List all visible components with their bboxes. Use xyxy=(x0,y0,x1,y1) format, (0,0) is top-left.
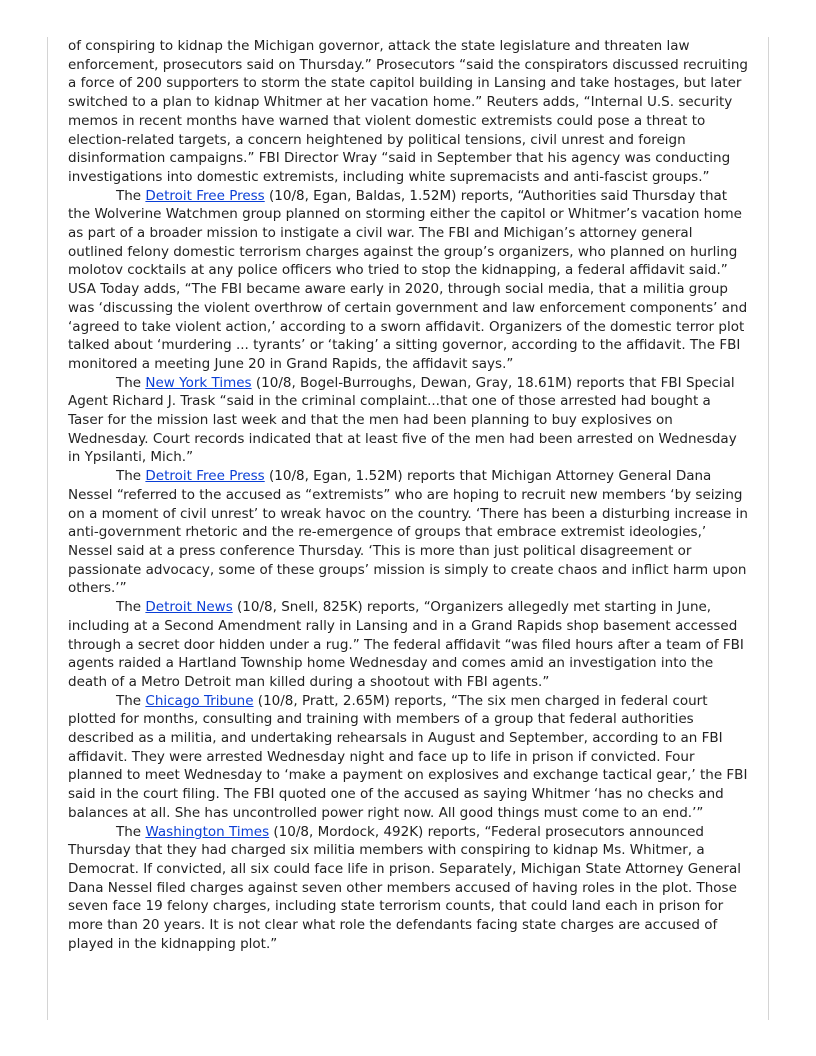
source-link-detroit-news[interactable]: Detroit News xyxy=(145,599,233,616)
paragraph-continuation xyxy=(68,37,748,187)
paragraph-detroit-news xyxy=(68,598,748,692)
page-border-left xyxy=(47,37,48,1020)
paragraph-new-york-times xyxy=(68,374,748,468)
source-link-detroit-free-press[interactable]: Detroit Free Press xyxy=(145,187,265,204)
paragraph-lead: The xyxy=(116,599,146,616)
paragraph-text: (10/8, Bogel-Burroughs, Dewan, Gray, 18.61M) reports that FBI Special Agent Richard J. Trask “said in the criminal complaint...that one of those arrested had bought a Taser for the mission last week and that the men had been planning to buy explosives on Wednesday. Court records indicated that at least five of the men had been arrested on Wednesday in Ypsilanti, Mich.” xyxy=(68,374,737,466)
paragraph-text: (10/8, Mordock, 492K) reports, “Federal prosecutors announced Thursday that they had charged six militia members with conspiring to kidnap Ms. Whitmer, a Democrat. If convicted, all six could face life in prison. Separately, Michigan State Attorney General Dana Nessel filed charges against seven other members accused of having roles in the plot. Those seven face 19 felony charges, including state terrorism counts, that could land each in prison for more than 20 years. It is not clear what role the defendants facing state charges are accused of played in the kidnapping plot.” xyxy=(68,823,741,952)
document-body xyxy=(68,37,748,953)
paragraph-lead: The xyxy=(116,187,146,204)
source-link-chicago-tribune[interactable]: Chicago Tribune xyxy=(145,692,254,709)
paragraph-lead: The xyxy=(116,692,146,709)
paragraph-detroit-free-press xyxy=(68,187,748,374)
paragraph-detroit-free-press-2 xyxy=(68,467,748,598)
source-link-washington-times[interactable]: Washington Times xyxy=(145,823,270,840)
paragraph-text: (10/8, Egan, 1.52M) reports that Michigan Attorney General Dana Nessel “referred to the accused as “extremists” who are hoping to recruit new members ‘by seizing on a moment of civil unrest’ to wreak havoc on the country. ‘There has been a disturbing increase in anti-government rhetoric and the re-emergence of groups that embrace extremist ideologies,’ Nessel said at a press conference Thursday. ‘This is more than just political disagreement or passionate advocacy, some of these groups’ mission is simply to create chaos and inflict harm upon others.’” xyxy=(68,468,748,597)
paragraph-text: of conspiring to kidnap the Michigan governor, attack the state legislature and threaten law enforcement, prosecutors said on Thursday.” Prosecutors “said the conspirators discussed recruiting a force of 200 supporters to storm the state capitol building in Lansing and take hostages, but later switched to a plan to kidnap Whitmer at her vacation home.” Reuters adds, “Internal U.S. security memos in recent months have warned that violent domestic extremists could pose a threat to election-related targets, a concern heightened by political tensions, civil unrest and foreign disinformation campaigns.” FBI Director Wray “said in September that his agency was conducting investigations into domestic extremists, including white supremacists and anti-fascist groups.” xyxy=(68,38,748,185)
source-link-detroit-free-press-2[interactable]: Detroit Free Press xyxy=(145,468,265,485)
paragraph-text: (10/8, Pratt, 2.65M) reports, “The six men charged in federal court plotted for months, consulting and training with members of a group that federal authorities described as a militia, and undertaking rehearsals in August and September, according to an FBI affidavit. They were arrested Wednesday night and face up to life in prison if convicted. Four planned to meet Wednesday to ‘make a payment on explosives and exchange tactical gear,’ the FBI said in the court filing. The FBI quoted one of the accused as saying Whitmer ‘has no checks and balances at all. She has uncontrolled power right now. All good things must come to an end.’” xyxy=(68,692,748,821)
paragraph-lead: The xyxy=(116,374,146,391)
paragraph-lead: The xyxy=(116,823,146,840)
paragraph-lead: The xyxy=(116,468,146,485)
paragraph-chicago-tribune xyxy=(68,692,748,823)
page-border-right xyxy=(768,37,769,1020)
paragraph-text: (10/8, Snell, 825K) reports, “Organizers allegedly met starting in June, including at a Second Amendment rally in Lansing and in a Grand Rapids shop basement accessed through a secret door hidden under a rug.” The federal affidavit “was filed hours after a team of FBI agents raided a Hartland Township home Wednesday and comes amid an investigation into the death of a Metro Detroit man killed during a shootout with FBI agents.” xyxy=(68,599,744,690)
paragraph-washington-times xyxy=(68,823,748,954)
paragraph-text: (10/8, Egan, Baldas, 1.52M) reports, “Authorities said Thursday that the Wolverine Watchmen group planned on storming either the capitol or Whitmer’s vacation home as part of a broader mission to instigate a civil war. The FBI and Michigan’s attorney general outlined felony domestic terrorism charges against the group’s organizers, who planned on hurling molotov cocktails at any police officers who tried to stop the kidnapping, a federal affidavit said.” USA Today adds, “The FBI became aware early in 2020, through social media, that a militia group was ‘discussing the violent overthrow of certain government and law enforcement components’ and ‘agreed to take violent action,’ according to a sworn affidavit. Organizers of the domestic terror plot talked about ‘murdering ... tyrants’ or ‘taking’ a sitting governor, according to the affidavit. The FBI monitored a meeting June 20 in Grand Rapids, the affidavit says.” xyxy=(68,187,748,372)
source-link-new-york-times[interactable]: New York Times xyxy=(145,374,252,391)
